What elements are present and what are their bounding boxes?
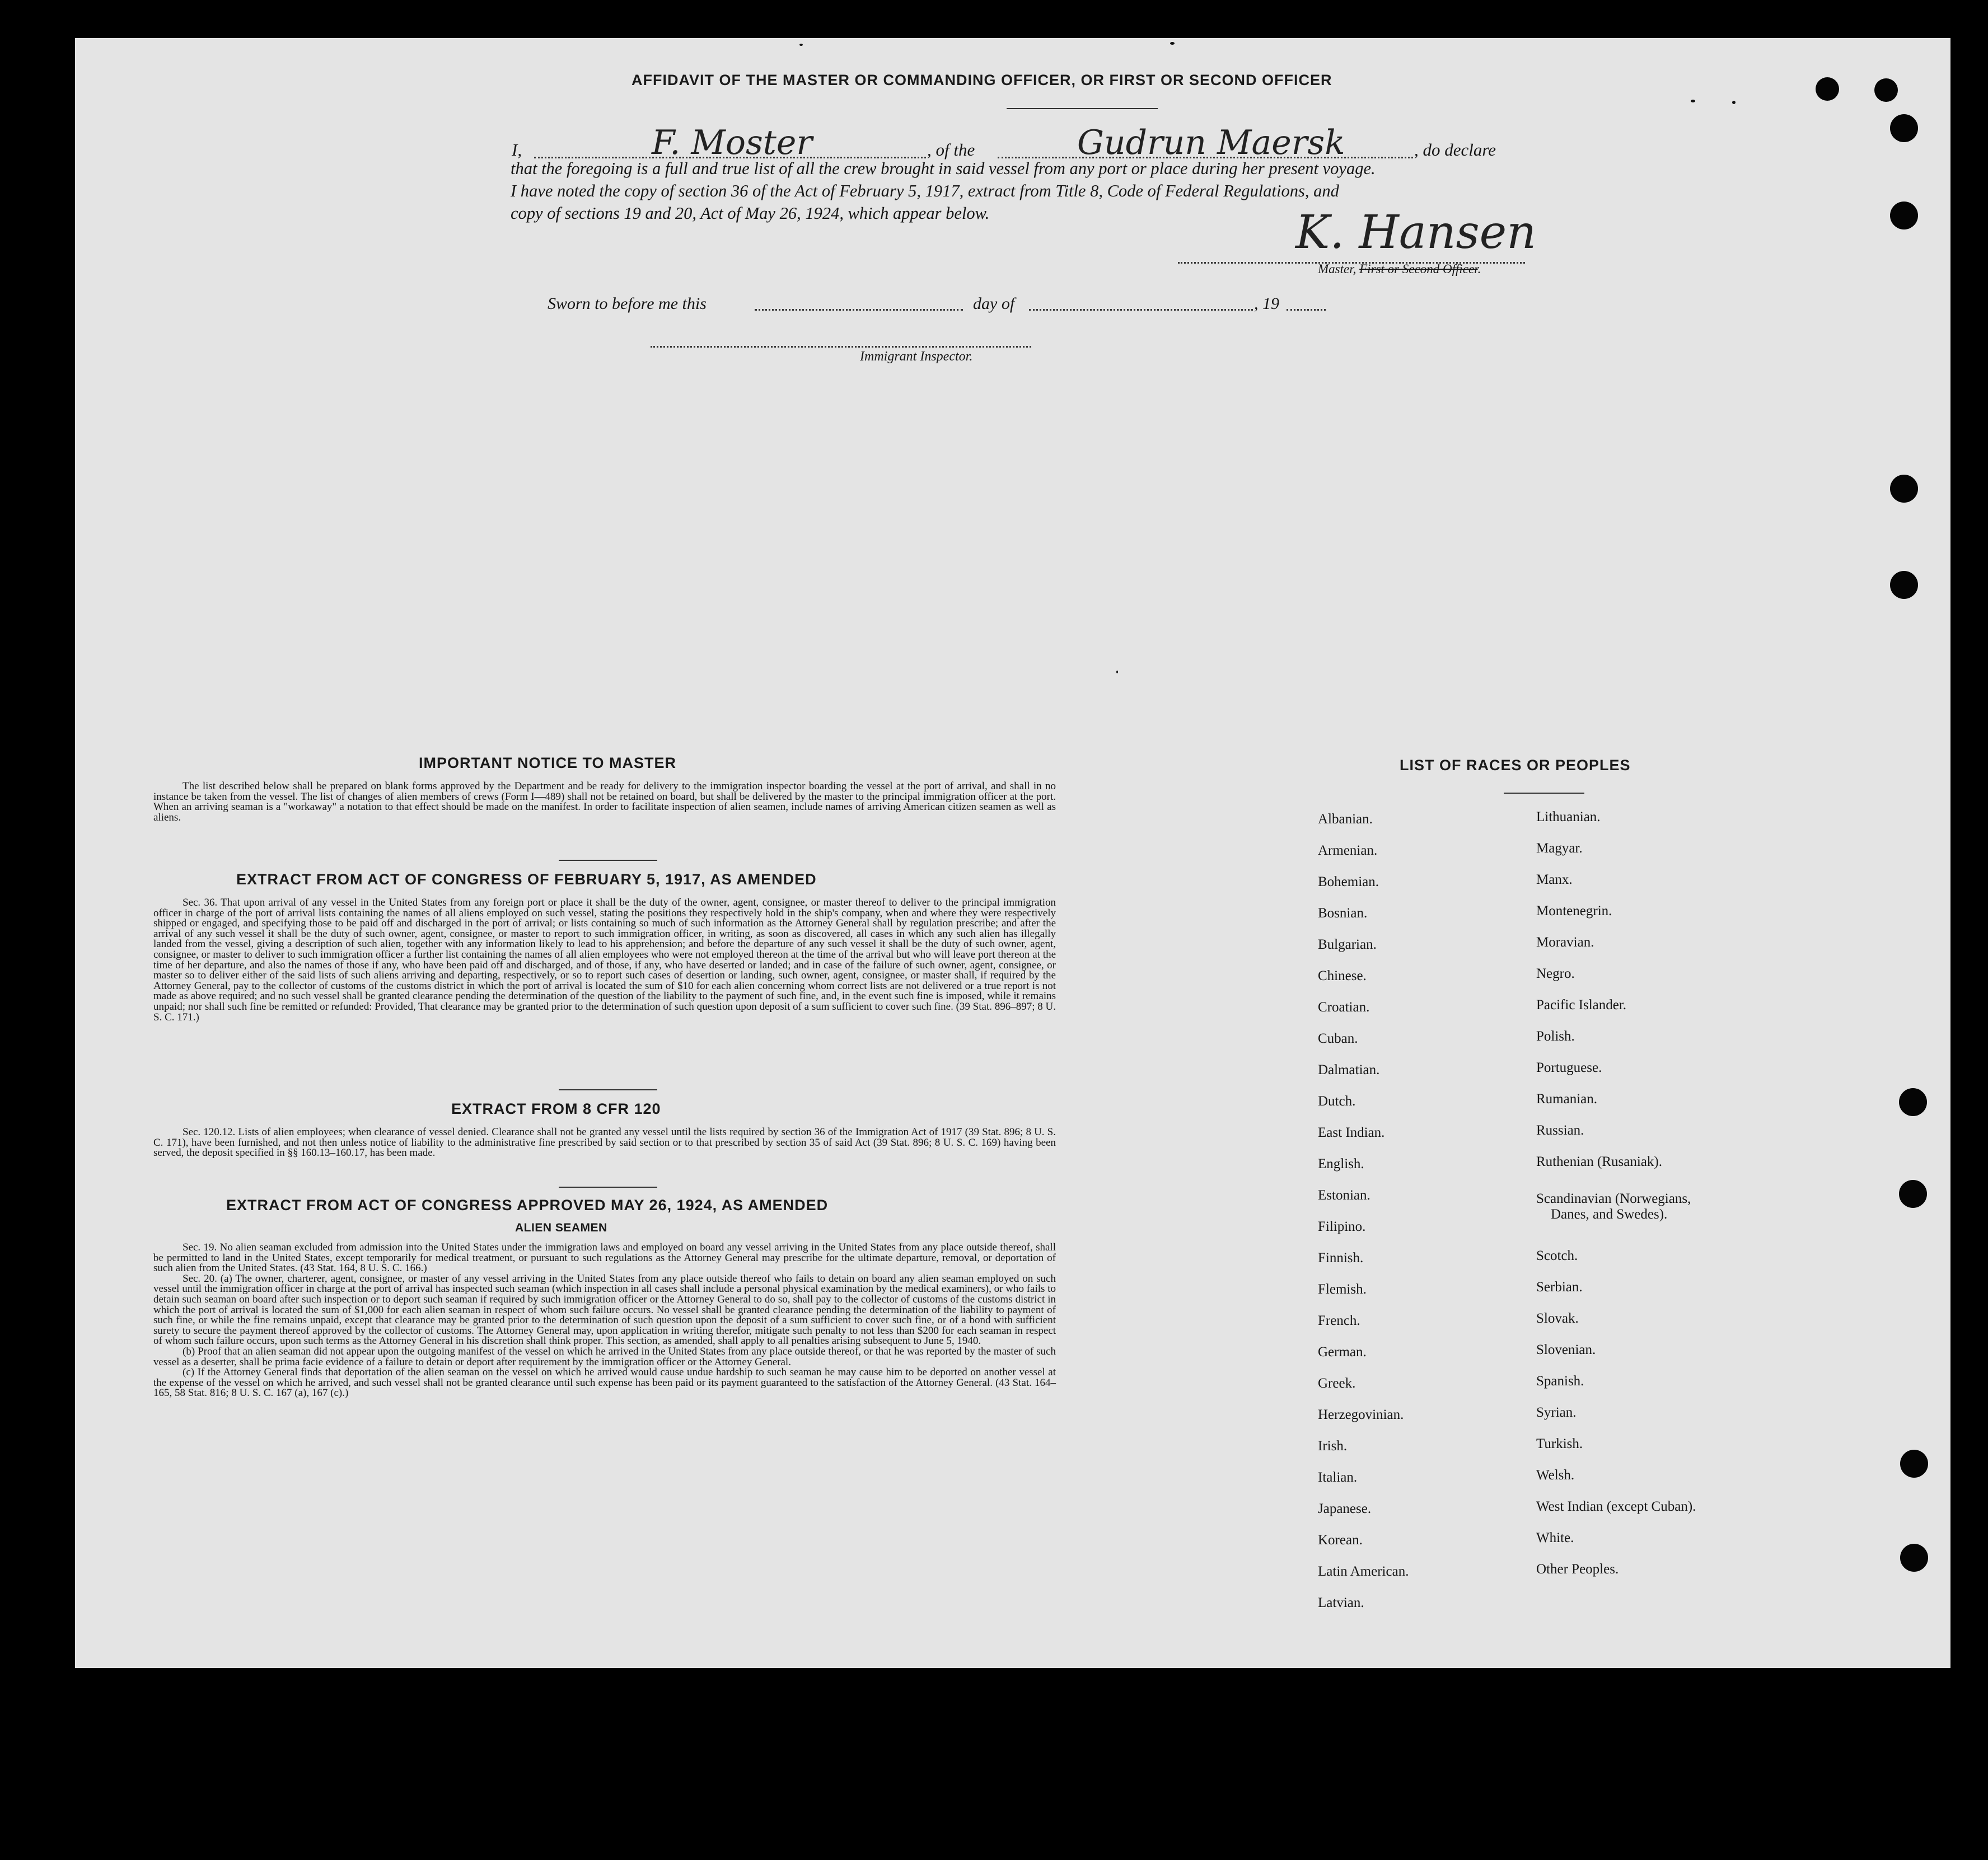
- inspector-signature-line[interactable]: [651, 345, 1031, 348]
- race-item: Ruthenian (Rusaniak).: [1536, 1154, 1662, 1169]
- scan-speck: [1116, 671, 1118, 673]
- extract-1917-rule: [559, 1089, 657, 1090]
- inspector-caption: Immigrant Inspector.: [860, 349, 973, 364]
- race-item: Japanese.: [1318, 1501, 1372, 1516]
- sec-20b-paragraph: (b) Proof that an alien seaman did not appear upon the outgoing manifest of the vessel on which he arrived in the United States from any place outside thereof, or that he was reported by the master of such vessel as a deserter, shall be prima facie evidence of a failure to detain or deport after requirement by the immigration officer or the Attorney General.: [153, 1345, 1056, 1368]
- binder-hole: [1899, 1180, 1927, 1208]
- race-item: Manx.: [1536, 872, 1573, 887]
- affidavit-title: AFFIDAVIT OF THE MASTER OR COMMANDING OFFICER, OR FIRST OR SECOND OFFICER: [632, 72, 1332, 88]
- affidavit-prefix: I,: [512, 140, 522, 160]
- race-item: Bulgarian.: [1318, 937, 1377, 952]
- sworn-label: Sworn to before me this: [548, 294, 707, 313]
- binder-hole: [1900, 1544, 1928, 1572]
- race-item: Slovak.: [1536, 1311, 1579, 1326]
- race-item: Scandinavian (Norwegians,: [1536, 1191, 1691, 1206]
- signature-caption: [1318, 262, 1481, 277]
- binder-hole: [1874, 78, 1898, 102]
- race-item: Turkish.: [1536, 1436, 1583, 1451]
- do-declare-label: , do declare: [1414, 140, 1496, 160]
- affidavit-line-2: that the foregoing is a full and true list of all the crew brought in said vessel from any port or place during her present voyage.: [511, 159, 1376, 178]
- race-item: Russian.: [1536, 1123, 1584, 1138]
- race-item: West Indian (except Cuban).: [1536, 1499, 1696, 1514]
- race-item: English.: [1318, 1156, 1364, 1172]
- day-of-label: day of: [973, 294, 1015, 313]
- vessel-name-handwritten: Gudrun Maersk: [1077, 123, 1345, 162]
- race-item: Moravian.: [1536, 935, 1594, 950]
- sworn-line: [548, 291, 1421, 319]
- caption-struck-officer: First or Second Officer: [1359, 262, 1478, 276]
- binder-hole: [1900, 1450, 1928, 1478]
- binder-hole: [1890, 571, 1918, 599]
- sec-36-paragraph: Sec. 36. That upon arrival of any vessel in the United States from any foreign port or place it shall be the duty of the owner, agent, consignee, or master thereof to deliver to the principal immigration officer in charge of the port of arrival lists containing the names of all aliens employed on such vessel, stating the positions they respectively hold in the ship's company, when and where they were respectively shipped or engaged, and specifying those to be paid off and discharged in the port of arrival; or lists containing so much of such information as the Attorney General shall by regulation prescribe; and after the arrival of any such vessel it shall be the duty of such owner, agent, consignee, or master to report to such immigration officer, in writing, as soon as discovered, all cases in which any such alien has illegally landed from the vessel, giving a description of such alien, together with any information likely to lead to his apprehension; and before the departure of any such vessel it shall be the duty of such owner, agent, consignee, or master to deliver to such immigration officer a further list containing the names of all alien employees who were not employed thereon at the time of the arrival but who will leave port thereon at the time of her departure, and also the names of those if any, who have been paid off and discharged, and of those, if any, who have deserted or landed; and in case of the failure of such owner, agent, consignee, or master so to deliver either of the said lists of such aliens arriving and departing, respectively, or so to report such cases of desertion or landing, such owner, agent, consignee, or master shall, if required by the Attorney General, pay to the collector of customs of the customs district in which the port of arrival is located the sum of $10 for each alien concerning whom correct lists are not delivered or a true report is not made as above required; and no such vessel shall be granted clearance pending the determination of the question of the liability to the payment of such fine, and, in the event such fine is imposed, while it remains unpaid; nor shall such fine be remitted or refunded: Provided, That clearance may be granted prior to the determination of such question upon deposit of a sum sufficient to cover such fine. (39 Stat. 896–897; 8 U. S. C. 171.): [153, 897, 1056, 1023]
- race-item: Negro.: [1536, 966, 1575, 981]
- race-item: Croatian.: [1318, 1000, 1370, 1015]
- race-item: Other Peoples.: [1536, 1562, 1619, 1577]
- year-label: , 19: [1254, 294, 1279, 313]
- sec-20c-paragraph: (c) If the Attorney General finds that deportation of the alien seaman on the vessel on which he arrived would cause undue hardship to such seaman he may cause him to be deported on another vessel at the expense of the vessel on which he arrived, and such vessel shall not be granted clearance until such expense has been paid or its payment guaranteed to the satisfaction of the Attorney General. (43 Stat. 164–165, 58 Stat. 816; 8 U. S. C. 167 (a), 167 (c).): [153, 1366, 1056, 1399]
- scan-speck: [1691, 100, 1695, 102]
- extract-cfr-text: [153, 1127, 1056, 1159]
- binder-hole: [1816, 77, 1839, 101]
- extract-1924-title: EXTRACT FROM ACT OF CONGRESS APPROVED MAY 26, 1924, AS AMENDED: [226, 1197, 829, 1214]
- race-item: Cuban.: [1318, 1031, 1358, 1046]
- notice-text: [153, 781, 1056, 823]
- races-rule: [1504, 793, 1584, 794]
- sworn-year-field[interactable]: [1287, 293, 1326, 311]
- caption-period: .: [1477, 262, 1481, 276]
- document-page: [75, 38, 1950, 1668]
- race-item: Syrian.: [1536, 1405, 1577, 1420]
- sworn-day-field[interactable]: [755, 293, 963, 311]
- sec-20a-paragraph: Sec. 20. (a) The owner, charterer, agent, consignee, or master of any vessel arriving in the United States from any place outside thereof who fails to detain on board any alien seaman employed on such vessel until the immigration officer in charge at the port of arrival has inspected such seaman (which inspection in all cases shall include a personal physical examination by the medical examiners), or who fails to detain such seaman on board after such inspection or to deport such seaman if required by such immigration officer or the Attorney General to do so, shall pay to the collector of customs of the customs district in which the port of arrival is located the sum of $1,000 for each alien seaman in respect of whom such failure occurs. No vessel shall be granted clearance pending the determination of the liability to payment of such fine, or while the fine remains unpaid, except that clearance may be granted prior to the determination of such question upon the deposit of a sum sufficient to cover such fine, or of a bond with sufficient surety to secure the payment thereof approved by the collector of customs. The Attorney General may, upon application in writing therefor, mitigate such penalty to not less than $200 for each seaman in respect of whom such failure occurs, upon such terms as the Attorney General in his discretion shall think proper. This section, as amended, shall apply to all penalties arising subsequent to June 5, 1940.: [153, 1272, 1056, 1347]
- race-item: Latvian.: [1318, 1595, 1364, 1610]
- scan-speck: [1170, 42, 1175, 45]
- binder-hole: [1899, 1088, 1927, 1116]
- race-item: Polish.: [1536, 1029, 1575, 1044]
- race-item: Portuguese.: [1536, 1060, 1602, 1075]
- master-name-handwritten: F. Moster: [652, 123, 813, 162]
- race-item: Chinese.: [1318, 968, 1367, 983]
- extract-1917-title: EXTRACT FROM ACT OF CONGRESS OF FEBRUARY 5, 1917, AS AMENDED: [236, 871, 817, 888]
- race-item: Dutch.: [1318, 1094, 1356, 1109]
- binder-hole: [1890, 202, 1918, 229]
- race-item: Irish.: [1318, 1439, 1348, 1454]
- affidavit-line-3: I have noted the copy of section 36 of the Act of February 5, 1917, extract from Title 8, Code of Federal Regulations, and: [511, 181, 1339, 200]
- scan-speck: [1732, 101, 1736, 104]
- race-item: Finnish.: [1318, 1250, 1364, 1266]
- race-item: Herzegovinian.: [1318, 1407, 1404, 1422]
- race-item: Serbian.: [1536, 1280, 1583, 1295]
- binder-hole: [1890, 475, 1918, 503]
- race-item: Flemish.: [1318, 1282, 1367, 1297]
- race-item: East Indian.: [1318, 1125, 1385, 1140]
- alien-seamen-subtitle: ALIEN SEAMEN: [515, 1221, 607, 1234]
- sec-19-paragraph: Sec. 19. No alien seaman excluded from admission into the United States under the immigration laws and employed on board any vessel arriving in the United States from any place outside thereof, shall be permitted to land in the United States, except temporarily for medical treatment, or pursuant to such regulations as the Attorney General may prescribe for the ultimate departure, removal, or deportation of such alien from the United States. (43 Stat. 164, 8 U. S. C. 166.): [153, 1241, 1056, 1275]
- binder-hole: [1890, 114, 1918, 142]
- race-item: Magyar.: [1536, 841, 1583, 856]
- of-the-label: , of the: [927, 140, 975, 160]
- race-item: Danes, and Swedes).: [1551, 1207, 1668, 1222]
- caption-master: Master,: [1318, 262, 1356, 276]
- race-item: Bosnian.: [1318, 906, 1368, 921]
- race-item: Scotch.: [1536, 1248, 1578, 1263]
- extract-cfr-rule: [559, 1187, 657, 1188]
- race-item: White.: [1536, 1530, 1574, 1545]
- affidavit-line-4: copy of sections 19 and 20, Act of May 26, 1924, which appear below.: [511, 204, 990, 223]
- scan-speck: [799, 44, 803, 46]
- notice-rule: [559, 860, 657, 861]
- race-item: Greek.: [1318, 1376, 1356, 1391]
- notice-paragraph: The list described below shall be prepared on blank forms approved by the Department and be ready for delivery to the immigration inspector boarding the vessel at the port of arrival, and shall in no instance be taken from the vessel. The list of changes of alien members of crews (Form I—489) shall not be retained on board, but shall be delivered by the master to the principal immigration officer at the port. When an arriving seaman is a "workaway" a notation to that effect should be made on the manifest. In order to facilitate inspection of alien seamen, include names of arriving American citizen seamen as well as aliens.: [153, 780, 1056, 823]
- signature-handwritten: K. Hansen: [1295, 206, 1537, 259]
- sworn-month-field[interactable]: [1029, 293, 1253, 311]
- race-item: Italian.: [1318, 1470, 1358, 1485]
- race-item: Bohemian.: [1318, 874, 1379, 889]
- race-item: Estonian.: [1318, 1188, 1370, 1203]
- race-item: Dalmatian.: [1318, 1062, 1380, 1077]
- race-item: Montenegrin.: [1536, 903, 1612, 919]
- race-item: Rumanian.: [1536, 1091, 1598, 1107]
- extract-1917-text: [153, 898, 1056, 1023]
- race-item: Filipino.: [1318, 1219, 1366, 1234]
- race-item: Lithuanian.: [1536, 809, 1601, 824]
- extract-1924-text: [153, 1243, 1056, 1399]
- race-item: Pacific Islander.: [1536, 997, 1627, 1013]
- race-item: French.: [1318, 1313, 1360, 1328]
- extract-cfr-title: EXTRACT FROM 8 CFR 120: [451, 1100, 661, 1117]
- race-item: Armenian.: [1318, 843, 1378, 858]
- race-item: Spanish.: [1536, 1374, 1584, 1389]
- race-item: Latin American.: [1318, 1564, 1409, 1579]
- race-item: Welsh.: [1536, 1468, 1575, 1483]
- notice-title: IMPORTANT NOTICE TO MASTER: [419, 755, 676, 771]
- title-rule: [1007, 108, 1158, 109]
- race-item: German.: [1318, 1344, 1367, 1360]
- race-item: Albanian.: [1318, 812, 1373, 827]
- sec-120-paragraph: Sec. 120.12. Lists of alien employees; when clearance of vessel denied. Clearance shall not be granted any vessel until the lists required by section 36 of the Immigration Act of 1917 (39 Stat. 896; 8 U. S. C. 171), have been furnished, and not then unless notice of liability to the administrative fine prescribed by said section or to that prescribed by section 35 of said Act (39 Stat. 896; 8 U. S. C. 169) having been served, the deposit specified in §§ 160.13–160.17, has been made.: [153, 1126, 1056, 1159]
- race-item: Korean.: [1318, 1533, 1363, 1548]
- races-title: LIST OF RACES OR PEOPLES: [1400, 757, 1631, 774]
- race-item: Slovenian.: [1536, 1342, 1596, 1357]
